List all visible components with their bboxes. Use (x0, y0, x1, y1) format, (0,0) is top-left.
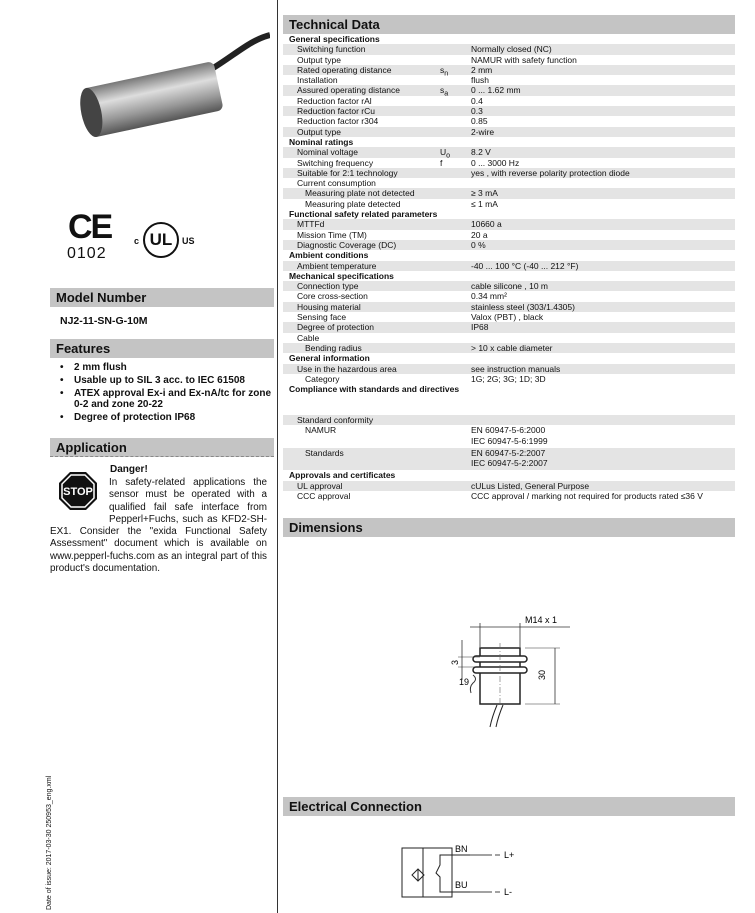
table-row (283, 96, 735, 106)
section-title: Ambient conditions (289, 250, 369, 261)
table-row (283, 158, 735, 168)
row-value: 0.4 (471, 95, 483, 106)
row-value: EN 60947-5-2:2007 IEC 60947-5-2:2007 (471, 447, 548, 469)
wrench-label: 19 (459, 677, 470, 687)
row-value: 0.85 (471, 116, 488, 127)
table-row (283, 199, 735, 209)
row-value: 0.3 (471, 106, 483, 117)
row-symbol (440, 302, 471, 312)
row-value: IP68 (471, 322, 489, 333)
row-symbol (440, 312, 471, 322)
feature-item: • ATEX approval Ex-i and Ex-nA/tc for zone 0-2 and zone 20-22 (60, 388, 274, 410)
section-header (283, 353, 735, 363)
table-row (283, 55, 735, 65)
row-value (471, 333, 735, 343)
table-row (283, 147, 735, 160)
row-symbol (440, 448, 471, 469)
row-symbol (440, 333, 471, 343)
row-symbol (440, 415, 471, 425)
row-value: 0 ... 3000 Hz (471, 157, 520, 168)
row-symbol: $U_o$ (440, 147, 451, 160)
row-value: 2-wire (471, 126, 495, 137)
row-value: -40 ... 100 °C (-40 ... 212 °F) (471, 260, 579, 271)
row-symbol (440, 55, 471, 65)
row-label: Cable (297, 332, 320, 343)
length-label: 30 (537, 669, 547, 680)
application-heading: Application (50, 438, 274, 457)
danger-text: In safety-related applications the sensor must be operated with a qualified fail safe interface from Pepperl+Fuchs, such as KFD2-SH-EX1. Consider the "exida Functional Safety Assessment" document which is available on www.pepperl-fuchs.com as an integral part of this product's documentation. (50, 477, 267, 575)
model-number: NJ2-11-SN-G-10M (60, 315, 148, 327)
row-symbol (440, 106, 471, 116)
table-row (283, 261, 735, 271)
row-label: Reduction factor rCu (297, 106, 375, 117)
table-row (283, 425, 735, 448)
row-symbol (440, 199, 471, 209)
row-label: NAMUR (305, 425, 337, 436)
table-row (283, 281, 735, 291)
table-row (283, 374, 735, 384)
table-row (283, 188, 735, 198)
section-title: General information (289, 353, 370, 364)
section-header (283, 137, 735, 147)
row-symbol (440, 364, 471, 374)
section-title: Mechanical specifications (289, 270, 394, 281)
dimensions-heading: Dimensions (283, 518, 735, 537)
model-number-heading: Model Number (50, 288, 274, 307)
section-header (283, 209, 735, 219)
row-label: Bending radius (305, 342, 362, 353)
table-row (283, 364, 735, 374)
row-value: ≥ 3 mA (471, 188, 498, 199)
feature-item: • 2 mm flush (60, 362, 274, 373)
row-symbol (440, 188, 471, 198)
row-symbol (440, 322, 471, 332)
row-label: Assured operating distance (297, 85, 401, 96)
table-row (283, 44, 735, 54)
row-label: Switching frequency (297, 157, 374, 168)
row-value (471, 415, 735, 425)
row-label: Reduction factor rAl (297, 95, 372, 106)
row-value: stainless steel (303/1.4305) (471, 301, 575, 312)
row-label: Sensing face (297, 312, 347, 323)
product-image (60, 10, 270, 150)
bu-label: BU (455, 880, 468, 890)
row-symbol: $s_a$ (440, 85, 449, 99)
table-row (283, 64, 735, 78)
row-value: 0.34 mm² (471, 291, 507, 302)
features-heading: Features (50, 339, 274, 358)
row-value: cable silicone , 10 m (471, 281, 549, 292)
electrical-connection-heading: Electrical Connection (283, 797, 735, 816)
table-row (283, 127, 735, 137)
row-label: Housing material (297, 301, 361, 312)
row-label: Switching function (297, 44, 366, 55)
table-row (283, 230, 735, 240)
row-symbol (440, 96, 471, 106)
section-header (283, 271, 735, 281)
left-column (46, 0, 274, 913)
table-row (283, 312, 735, 322)
row-symbol (440, 127, 471, 137)
row-symbol (440, 374, 471, 384)
lplus-label: L+ (504, 850, 515, 860)
row-symbol (440, 343, 471, 353)
row-label: Mission Time (TM) (297, 229, 367, 240)
thread-label: M14 x 1 (525, 615, 558, 625)
row-value: Normally closed (NC) (471, 44, 552, 55)
feature-item: • Degree of protection IP68 (60, 412, 274, 423)
table-row (283, 322, 735, 332)
ce-number: 0102 (67, 245, 107, 262)
row-label: Measuring plate detected (305, 198, 401, 209)
row-label: Diagnostic Coverage (DC) (297, 239, 397, 250)
row-label: Output type (297, 126, 341, 137)
row-value: EN 60947-5-6:2000 IEC 60947-5-6:1999 (471, 425, 548, 446)
row-symbol (440, 291, 471, 301)
row-value: 10660 a (471, 219, 502, 230)
section-title: Approvals and certificates (289, 470, 396, 481)
table-row (283, 481, 735, 491)
row-label: Use in the hazardous area (297, 363, 397, 374)
table-row (283, 240, 735, 250)
row-value: Valox (PBT) , black (471, 312, 544, 323)
row-label: Measuring plate not detected (305, 188, 415, 199)
row-label: MTTFd (297, 219, 325, 230)
dimensions-drawing (440, 605, 580, 735)
row-value: flush (471, 75, 489, 86)
row-symbol (440, 230, 471, 240)
row-symbol (440, 116, 471, 126)
section-title: Compliance with standards and directives (289, 384, 460, 395)
row-label: Degree of protection (297, 322, 375, 333)
row-label: Ambient temperature (297, 260, 377, 271)
row-label: Current consumption (297, 178, 376, 189)
row-value: 0 ... 1.62 mm (471, 85, 521, 96)
row-symbol (440, 178, 471, 188)
table-row (283, 106, 735, 116)
bn-label: BN (455, 844, 468, 854)
row-value: > 10 x cable diameter (471, 342, 553, 353)
row-label: CCC approval (297, 491, 351, 502)
section-header (283, 470, 735, 480)
row-symbol (440, 219, 471, 229)
row-label: Installation (297, 75, 338, 86)
section-title: Functional safety related parameters (289, 209, 438, 220)
row-symbol (440, 168, 471, 178)
table-row (283, 302, 735, 312)
row-value: ≤ 1 mA (471, 198, 498, 209)
row-value: see instruction manuals (471, 363, 561, 374)
row-value: 20 a (471, 229, 488, 240)
ce-mark: CE (68, 208, 112, 246)
row-value (471, 178, 735, 188)
wrench-icon (470, 675, 475, 693)
row-symbol: f (440, 157, 443, 168)
table-row (283, 116, 735, 126)
section-header (283, 384, 735, 394)
section-title: Nominal ratings (289, 136, 354, 147)
row-value: NAMUR with safety function (471, 54, 577, 65)
table-row (283, 491, 735, 501)
table-row (283, 168, 735, 178)
row-label: Category (305, 373, 340, 384)
row-label: Rated operating distance (297, 64, 392, 75)
row-label: Core cross-section (297, 291, 368, 302)
ul-us: US (182, 236, 195, 246)
technical-data-heading: Technical Data (283, 15, 735, 34)
table-row (283, 75, 735, 85)
nut-label: 3 (450, 659, 460, 665)
svg-text:STOP: STOP (63, 486, 93, 498)
wiring-diagram (390, 835, 540, 913)
row-symbol (440, 240, 471, 250)
row-label: Connection type (297, 281, 359, 292)
table-row (283, 178, 735, 188)
row-value: 2 mm (471, 64, 493, 75)
row-symbol (440, 425, 471, 446)
feature-item: • Usable up to SIL 3 acc. to IEC 61508 (60, 375, 274, 386)
row-label: Nominal voltage (297, 147, 358, 158)
table-row (283, 448, 735, 471)
row-symbol (440, 75, 471, 85)
compliance-table (283, 415, 735, 501)
table-row (283, 333, 735, 343)
row-symbol (440, 281, 471, 291)
table-row (283, 415, 735, 425)
row-value: cULus Listed, General Purpose (471, 480, 590, 491)
row-label: UL approval (297, 480, 343, 491)
issue-info: Date of issue: 2017-03-30 250953_eng.xml (46, 775, 53, 910)
row-label: Standard conformity (297, 415, 374, 425)
table-row (283, 219, 735, 229)
row-value: 8.2 V (471, 147, 491, 158)
row-label: Standards (305, 447, 344, 458)
section-title: General specifications (289, 34, 380, 44)
row-value: 0 % (471, 239, 486, 250)
danger-title: Danger! (110, 464, 148, 475)
section-header (283, 34, 735, 44)
lminus-label: L- (504, 887, 513, 897)
row-value: CCC approval / marking not required for products rated ≤36 V (471, 491, 703, 502)
row-label: Suitable for 2:1 technology (297, 167, 398, 178)
row-label: Reduction factor r304 (297, 116, 379, 127)
technical-data-table (283, 34, 735, 394)
row-symbol (440, 44, 471, 54)
ul-logo: UL (143, 222, 179, 258)
table-row (283, 291, 735, 301)
ul-c: c (134, 236, 140, 246)
row-label: Output type (297, 54, 341, 65)
table-row (283, 343, 735, 353)
row-symbol: $s_n$ (440, 64, 449, 78)
row-symbol (440, 481, 471, 491)
features-list (60, 362, 274, 425)
row-value: 1G; 2G; 3G; 1D; 3D (471, 373, 546, 384)
row-value: yes , with reverse polarity protection diode (471, 167, 630, 178)
row-symbol (440, 491, 471, 501)
section-header (283, 250, 735, 260)
row-symbol (440, 261, 471, 271)
table-row (283, 85, 735, 99)
column-divider (277, 0, 278, 913)
